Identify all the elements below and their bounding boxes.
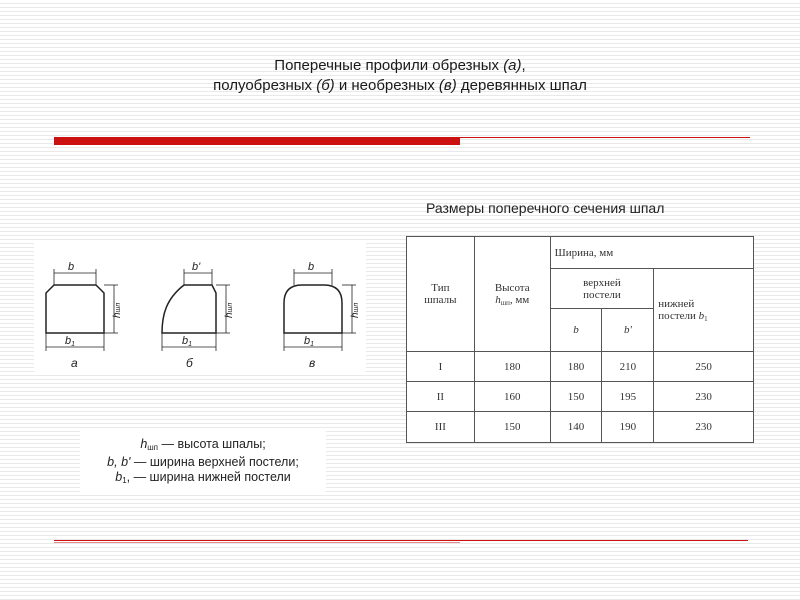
divider-thick [54,137,460,145]
profile-v-shape [284,285,342,333]
label-b: б [186,356,193,370]
legend-h-symbol: h [140,437,148,451]
table-row [407,382,754,412]
legend-line-lower [80,470,326,488]
cell-b1: 230 [654,412,754,443]
title-text: и необрезных [334,77,439,94]
table-row [407,412,754,443]
header-upper: верхней постели [550,269,654,309]
divider-bottom-light [54,542,460,543]
cell-b: 180 [550,352,602,382]
label-b-bottom: b1 [182,335,193,348]
cell-b1: 230 [654,382,754,412]
title-line-1 [0,56,800,76]
label-b-height: hшп [224,302,235,318]
legend-b1-symbol: b [115,470,123,484]
header-height: Высота hшп, мм [474,237,550,352]
legend-b-desc: — ширина верхней постели; [130,455,299,469]
header-b: b [550,309,602,352]
legend-box [80,428,326,492]
label-a-top: b [68,261,75,273]
legend-b-symbols: b, b' [107,455,131,469]
cell-b: 140 [550,412,602,443]
profile-b-shape [162,285,216,333]
label-v-bottom: b1 [304,335,315,348]
title-label-a: (а) [503,57,522,74]
profiles-drawing [34,243,366,375]
header-width: Ширина, мм [550,237,753,269]
label-v-top: b [308,261,315,273]
legend-line-upper [80,455,326,470]
header-type: Тип шпалы [407,237,475,352]
profile-a-shape [46,285,104,333]
legend-b1-sub: 1 [122,476,127,485]
table-row [407,352,754,382]
cell-height: 180 [474,352,550,382]
title-label-b: (б) [316,77,335,94]
label-v-height: hшп [350,302,361,318]
label-b-top: b' [192,261,201,273]
header-b-prime: b' [602,309,654,352]
slide-title [0,56,800,96]
legend-b1-desc: , — ширина нижней постели [126,470,291,484]
divider-bottom [54,540,748,541]
title-text: , [521,57,526,74]
cell-b1: 250 [654,352,754,382]
title-text: полуобрезных [213,77,317,94]
cell-b: 150 [550,382,602,412]
legend-line-height [80,437,326,455]
table-title: Размеры поперечного сечения шпал [426,200,665,216]
label-a-bottom: b1 [65,335,76,348]
legend-h-sub: шп [147,443,159,452]
label-a-height: hшп [112,302,123,318]
title-text: Поперечные профили обрезных [274,57,504,74]
cell-b-prime: 210 [602,352,654,382]
profiles-figure [34,243,366,375]
legend-h-desc: — высота шпалы; [158,437,266,451]
cell-height: 160 [474,382,550,412]
title-label-v: (в) [438,77,457,94]
cell-height: 150 [474,412,550,443]
label-v: в [309,356,316,370]
cell-b-prime: 195 [602,382,654,412]
cell-type: II [407,382,475,412]
dimensions-table-wrap [406,236,754,442]
title-line-2 [0,76,800,96]
cell-type: I [407,352,475,382]
header-lower: нижней постели b1 [654,269,754,352]
divider-thin [460,137,750,138]
label-a: а [71,356,78,370]
cell-type: III [407,412,475,443]
title-text: деревянных шпал [456,77,587,94]
dimensions-table [406,236,754,443]
cell-b-prime: 190 [602,412,654,443]
